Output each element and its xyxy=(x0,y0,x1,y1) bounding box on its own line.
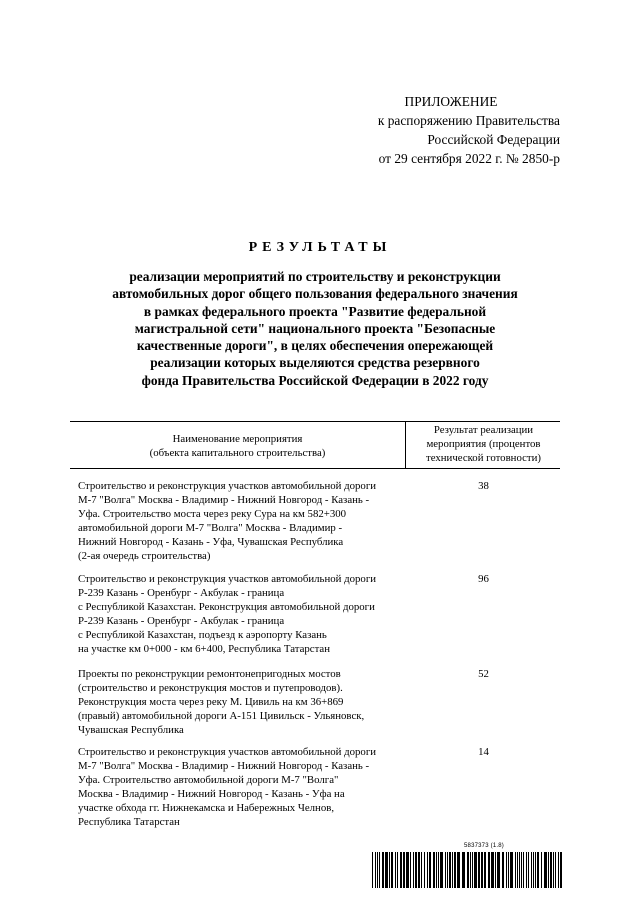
barcode-bar xyxy=(445,852,446,888)
row-line: (правый) автомобильной дороги А-151 Цивильск - Ульяновск, xyxy=(78,710,365,722)
barcode-bar xyxy=(472,852,473,888)
row-result: 52 xyxy=(478,668,489,680)
subtitle-line: реализации мероприятий по строительству и реконструкции xyxy=(129,269,501,284)
barcode-bar xyxy=(474,852,477,888)
barcode-bar xyxy=(447,852,448,888)
barcode-bar xyxy=(544,852,547,888)
barcode-bar xyxy=(424,852,425,888)
barcode-bar xyxy=(478,852,480,888)
row-line: Реконструкция моста через реку М. Цивиль на км 36+869 xyxy=(78,696,344,708)
row-line: автомобильной дороги М-7 "Волга" Москва - Владимир - xyxy=(78,522,343,534)
barcode-bar xyxy=(488,852,490,888)
subtitle-line: реализации которых выделяются средства резервного xyxy=(150,355,480,371)
row-line: (строительство и реконструкция мостов и путепроводов). xyxy=(78,682,343,694)
barcode-bar xyxy=(515,852,516,888)
barcode-bar xyxy=(497,852,500,888)
barcode-bar xyxy=(481,852,483,888)
barcode-bar xyxy=(418,852,420,888)
barcode xyxy=(372,852,562,888)
barcode-bar xyxy=(510,852,513,888)
barcode-bar xyxy=(377,852,378,888)
barcode-bar xyxy=(427,852,428,888)
row-line: Строительство и реконструкция участков автомобильной дороги xyxy=(78,573,377,585)
subtitle-line: магистральной сети" национального проекта "Безопасные xyxy=(134,320,496,336)
row-line: Нижний Новгород - Казань - Уфа, Чувашская Республика xyxy=(78,536,344,548)
row-line: Строительство и реконструкция участков автомобильной дороги xyxy=(78,746,377,758)
barcode-bar xyxy=(433,852,435,888)
barcode-bar xyxy=(519,852,520,888)
row-line: Москва - Владимир - Нижний Новгород - Казань - Уфа на xyxy=(78,788,345,800)
barcode-bar xyxy=(491,852,494,888)
table-header-divider xyxy=(405,421,406,468)
row-result: 96 xyxy=(478,573,489,585)
row-line: Чувашская Республика xyxy=(78,724,184,736)
barcode-bar xyxy=(406,852,409,888)
row-line: М-7 "Волга" Москва - Владимир - Нижний Новгород - Казань - xyxy=(78,494,370,506)
barcode-bar xyxy=(400,852,402,888)
barcode-bar xyxy=(470,852,471,888)
header-result-line: Результат реализации xyxy=(433,424,534,436)
table-header-rule xyxy=(70,468,560,469)
row-result: 38 xyxy=(478,480,489,492)
barcode-bar xyxy=(372,852,373,888)
barcode-bar xyxy=(560,852,562,888)
barcode-bar xyxy=(385,852,388,888)
row-line: с Республикой Казахстан, подъезд к аэропорту Казань xyxy=(78,629,327,641)
barcode-bar xyxy=(521,852,522,888)
barcode-bar xyxy=(467,852,469,888)
subtitle-line: автомобильных дорог общего пользования федерального значения xyxy=(112,286,518,302)
barcode-bar xyxy=(506,852,507,888)
barcode-bar xyxy=(395,852,396,888)
header-name-line: (объекта капитального строительства) xyxy=(149,447,326,459)
row-line: с Республикой Казахстан. Реконструкция автомобильной дороги xyxy=(78,601,375,613)
appendix-line: Российской Федерации xyxy=(427,132,560,147)
row-description xyxy=(78,745,408,829)
barcode-bar xyxy=(558,852,559,888)
row-description xyxy=(78,479,408,563)
barcode-bar xyxy=(410,852,411,888)
barcode-bar xyxy=(403,852,405,888)
barcode-bar xyxy=(436,852,437,888)
barcode-bar xyxy=(550,852,552,888)
row-line: Уфа. Строительство моста через реку Сура на км 582+300 xyxy=(78,508,347,520)
barcode-bar xyxy=(454,852,456,888)
barcode-bar xyxy=(531,852,532,888)
barcode-bar xyxy=(537,852,539,888)
barcode-bar xyxy=(502,852,504,888)
barcode-bar xyxy=(389,852,390,888)
barcode-bar xyxy=(397,852,398,888)
barcode-bar xyxy=(449,852,451,888)
barcode-bar xyxy=(413,852,414,888)
barcode-bar xyxy=(541,852,542,888)
barcode-bar xyxy=(555,852,556,888)
barcode-bar xyxy=(533,852,534,888)
header-result-line: мероприятия (процентов xyxy=(426,438,541,450)
row-line: Строительство и реконструкция участков автомобильной дороги xyxy=(78,480,377,492)
row-description xyxy=(78,667,408,737)
appendix-heading: ПРИЛОЖЕНИЕ xyxy=(404,94,498,109)
subtitle-line: качественные дороги", в целях обеспечения опережающей xyxy=(136,338,494,354)
barcode-bar xyxy=(382,852,384,888)
barcode-bar xyxy=(438,852,439,888)
appendix-block xyxy=(330,92,560,168)
row-line: участке обхода гг. Нижнекамска и Набережных Челнов, xyxy=(78,802,335,814)
barcode-bar xyxy=(548,852,549,888)
row-result: 14 xyxy=(478,746,489,758)
barcode-bar xyxy=(415,852,417,888)
row-line: (2-ая очередь строительства) xyxy=(78,550,211,562)
barcode-bar xyxy=(526,852,527,888)
row-line: на участке км 0+000 - км 6+400, Республика Татарстан xyxy=(78,643,330,655)
barcode-bar xyxy=(452,852,453,888)
barcode-bar xyxy=(528,852,529,888)
document-title: РЕЗУЛЬТАТЫ xyxy=(248,240,392,255)
barcode-bar xyxy=(517,852,518,888)
row-line: Проекты по реконструкции ремонтонепригодных мостов xyxy=(78,668,341,680)
barcode-bar xyxy=(523,852,524,888)
row-line: М-7 "Волга" Москва - Владимир - Нижний Новгород - Казань - xyxy=(78,760,370,772)
barcode-bar xyxy=(391,852,393,888)
barcode-bar xyxy=(462,852,465,888)
barcode-bar xyxy=(535,852,536,888)
barcode-bar xyxy=(375,852,376,888)
barcode-bar xyxy=(495,852,496,888)
appendix-date: от 29 сентября 2022 г. № 2850-р xyxy=(378,151,560,166)
barcode-bar xyxy=(553,852,554,888)
row-line: Р-239 Казань - Оренбург - Акбулак - граница xyxy=(78,587,285,599)
table-top-rule xyxy=(70,421,560,422)
barcode-bar xyxy=(440,852,443,888)
barcode-bar xyxy=(429,852,431,888)
barcode-bar xyxy=(421,852,422,888)
barcode-bar xyxy=(484,852,486,888)
appendix-line: к распоряжению Правительства xyxy=(377,113,560,128)
document-subtitle xyxy=(70,268,560,389)
header-name-line: Наименование мероприятия xyxy=(172,433,303,445)
row-line: Уфа. Строительство автомобильной дороги М-7 "Волга" xyxy=(78,774,339,786)
barcode-bar xyxy=(508,852,509,888)
row-line: Республика Татарстан xyxy=(78,816,180,828)
table-header-name xyxy=(70,432,405,460)
barcode-bar xyxy=(379,852,380,888)
barcode-bar xyxy=(457,852,460,888)
header-result-line: технической готовности) xyxy=(426,452,541,464)
subtitle-line: фонда Правительства Российской Федерации в 2022 году xyxy=(141,372,489,388)
table-header-result xyxy=(407,423,560,465)
row-description xyxy=(78,572,408,656)
row-line: Р-239 Казань - Оренбург - Акбулак - граница xyxy=(78,615,285,627)
subtitle-line: в рамках федерального проекта "Развитие федеральной xyxy=(143,303,487,319)
barcode-label: 5837373 (1.8) xyxy=(464,843,504,849)
